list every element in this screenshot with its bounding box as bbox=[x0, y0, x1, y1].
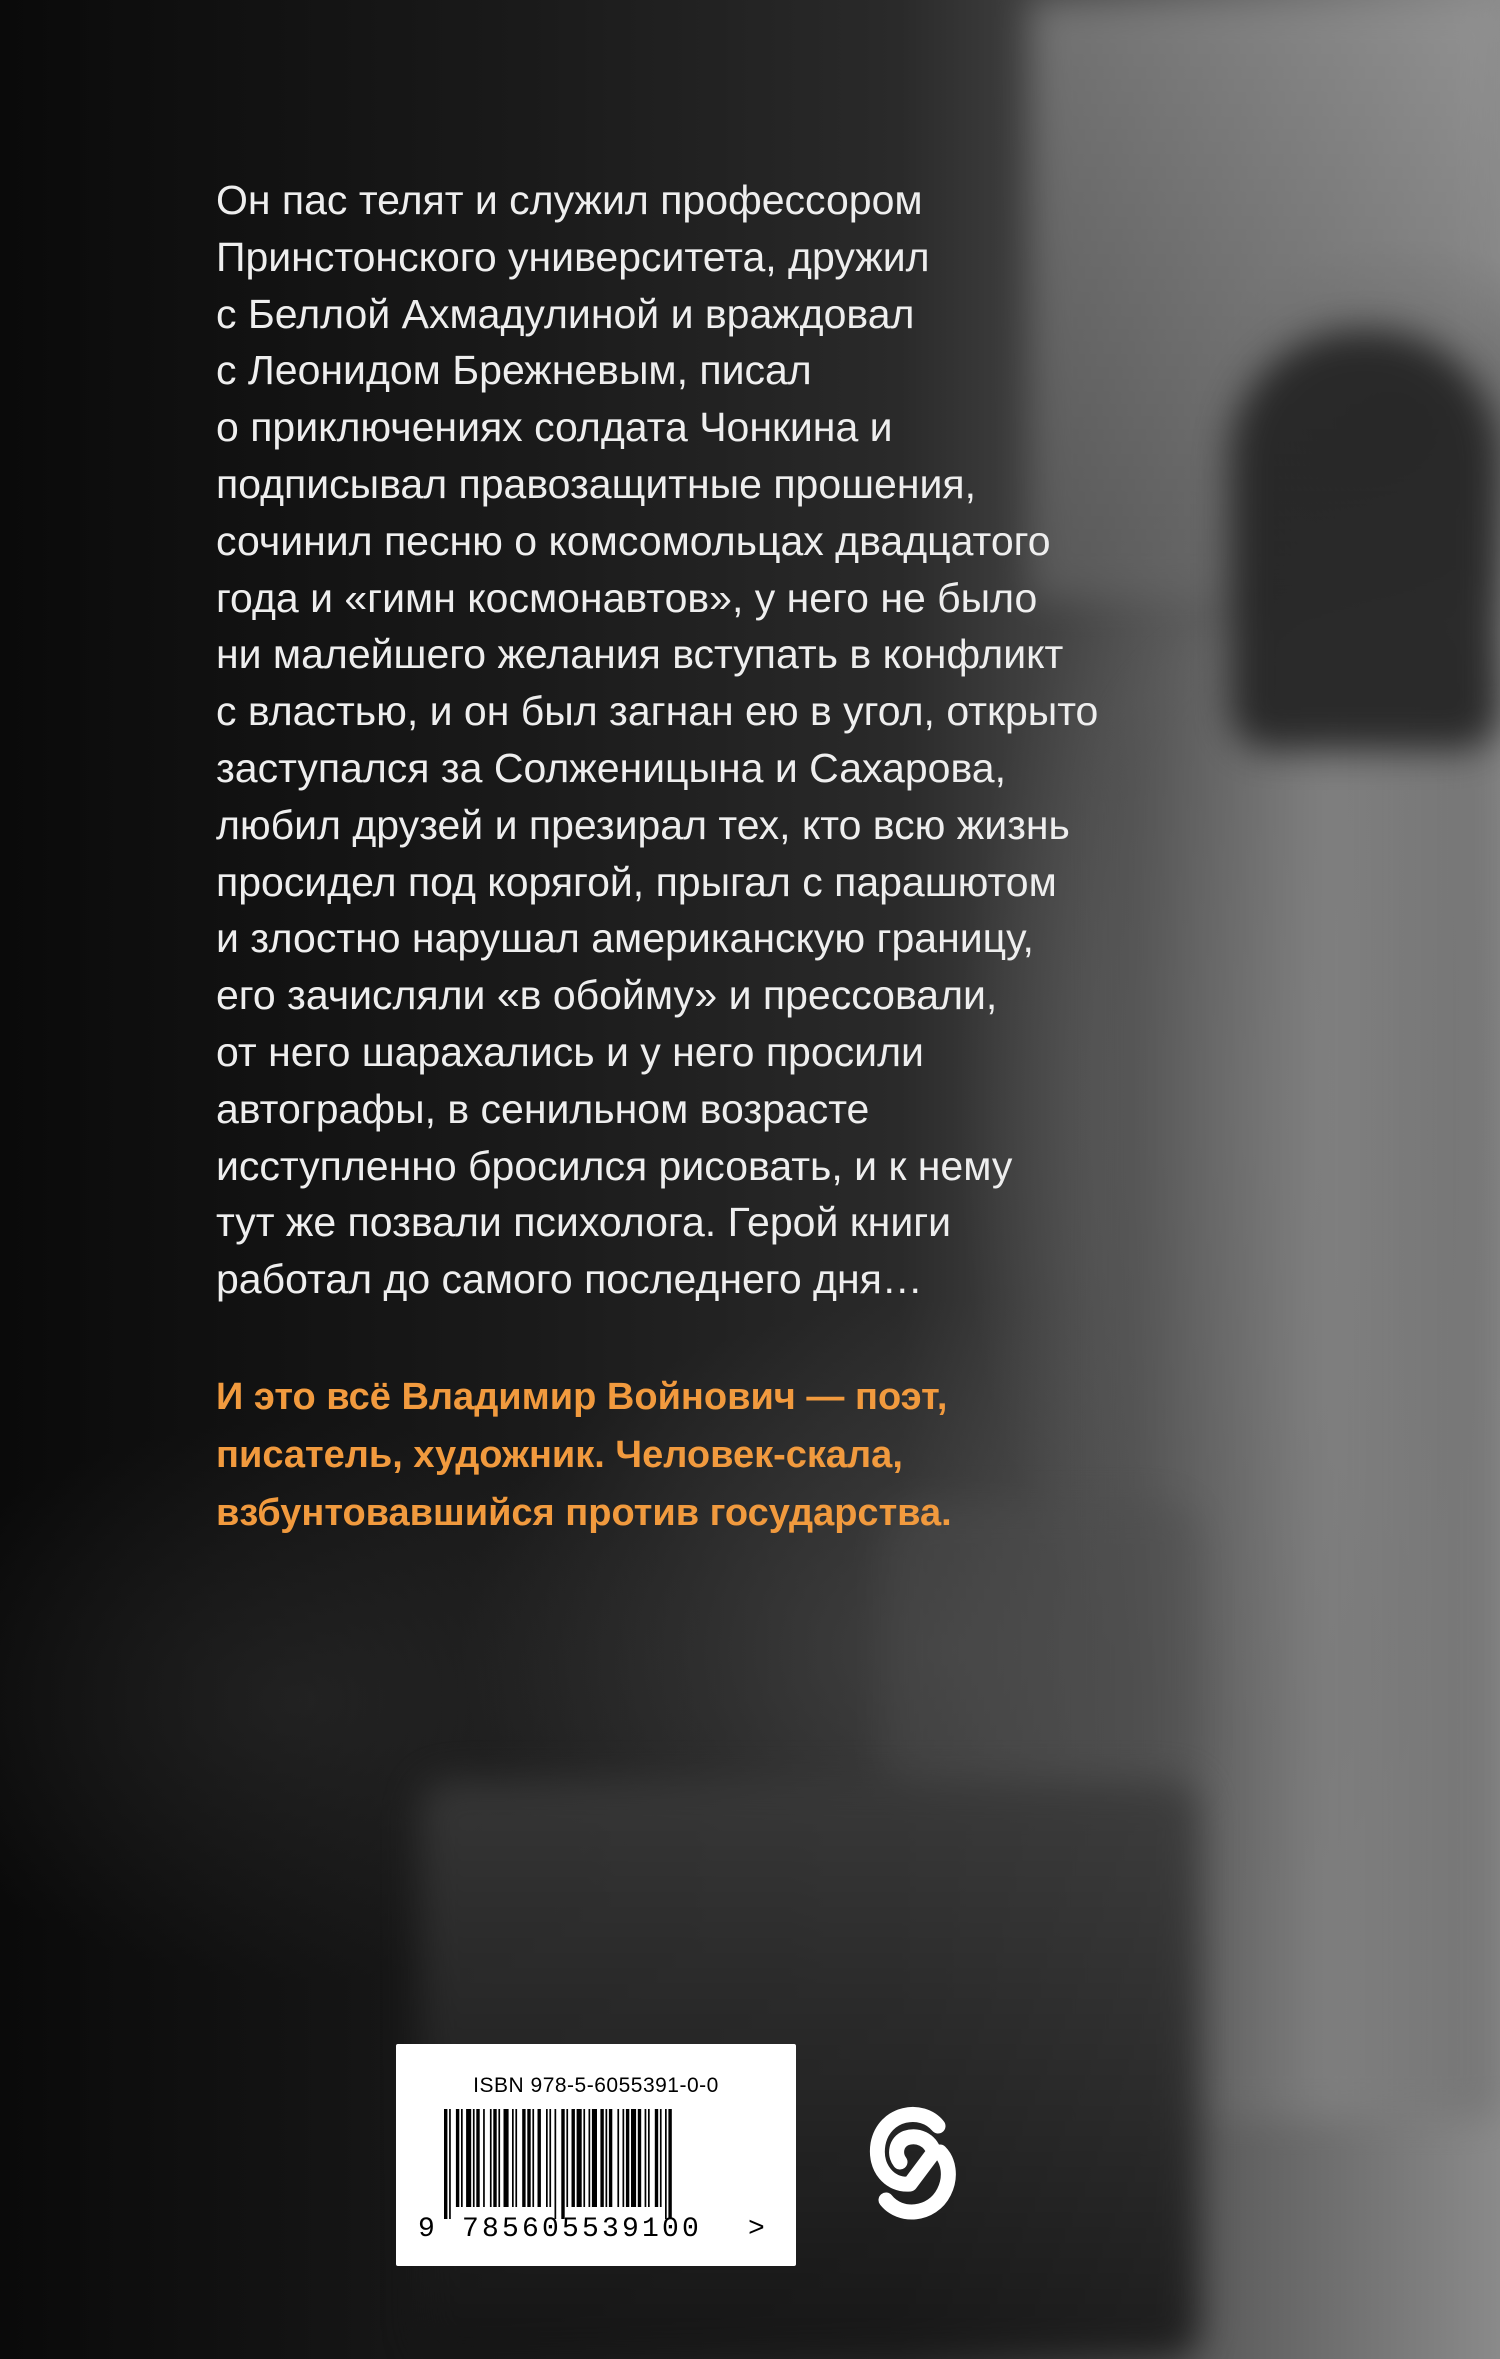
barcode-quiet-marker: > bbox=[748, 2214, 765, 2245]
isbn-label: ISBN 978-5-6055391-0-0 bbox=[473, 2074, 719, 2097]
tagline-text: И это всё Владимир Войнович — поэт, писатель, художник. Человек-скала, взбунтовавшийся против государства. bbox=[216, 1376, 952, 1534]
background-book-blur bbox=[880, 1500, 1200, 1800]
blurb-text: Он пас телят и служил профессором Принстонского университета, дружил с Беллой Ахмадулиной и враждовал с Леонидом Брежневым, писал о приключениях солдата Чонкина и подписывал правозащитные прошения, сочинил песню о комсомольцах двадцатого года и «гимн космонавтов», у него не было ни малейшего желания вступать в конфликт с властью, и он был загнан ею в угол, открыто заступался за Солженицына и Сахарова, любил друзей и презирал тех, кто всю жизнь просидел под корягой, прыгал с парашютом и злостно нарушал американскую границу, его зачисляли «в обойму» и прессовали, от него шарахались и у него просили автографы, в сенильном возрасте исступленно бросился рисовать, и к нему тут же позвали психолога. Герой книги работал до самого последнего дня… bbox=[216, 177, 1099, 1303]
background-figure-head-blur bbox=[1230, 330, 1500, 750]
barcode-digits bbox=[396, 2044, 796, 2266]
barcode-box bbox=[396, 2044, 796, 2266]
publisher-logo-icon bbox=[860, 2092, 960, 2232]
barcode-number: 785605539100 bbox=[462, 2214, 703, 2245]
barcode-first-digit: 9 bbox=[418, 2214, 435, 2245]
